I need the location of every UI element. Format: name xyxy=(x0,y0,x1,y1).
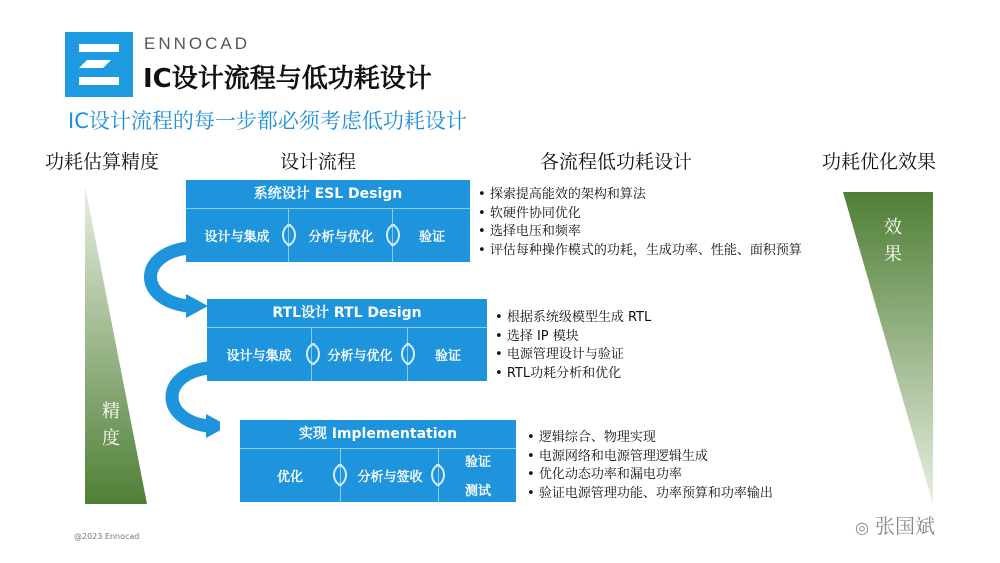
cycle-icon xyxy=(383,222,403,248)
bullet-item: • 软硬件协同优化 xyxy=(478,205,802,224)
stage-implementation-bullets xyxy=(527,429,773,503)
flow-arrow-1 xyxy=(151,248,189,306)
bullet-item: • 评估每种操作模式的功耗，生成功率、性能、面积预算 xyxy=(478,242,802,261)
stage-cell: 验证 xyxy=(464,455,491,470)
cycle-icon xyxy=(398,341,418,367)
copyright-footer: @2023 Ennocad xyxy=(74,532,140,541)
flow-arrow-2 xyxy=(172,368,208,426)
effect-label-char-2: 果 xyxy=(884,244,902,265)
bullet-item: • 选择电压和频率 xyxy=(478,223,802,242)
bullet-item: • 验证电源管理功能、功率预算和功率输出 xyxy=(527,485,773,504)
stage-title: 系统设计 ESL Design xyxy=(186,180,470,209)
accuracy-triangle-label xyxy=(102,398,120,452)
effect-triangle-label xyxy=(884,214,902,268)
bullet-item: • 根据系统级模型生成 RTL xyxy=(495,309,651,328)
column-heading-low-power: 各流程低功耗设计 xyxy=(540,151,693,173)
flow-arrow-2-head xyxy=(206,414,220,438)
stage-title: RTL设计 RTL Design xyxy=(207,299,487,328)
bullet-item: • 探索提高能效的架构和算法 xyxy=(478,186,802,205)
cycle-icon xyxy=(428,462,448,488)
cycle-icon xyxy=(330,462,350,488)
cycle-icon xyxy=(279,222,299,248)
brand-name: ENNOCAD xyxy=(144,34,251,53)
column-heading-flow: 设计流程 xyxy=(280,151,357,173)
bullet-item: • 电源网络和电源管理逻辑生成 xyxy=(527,448,773,467)
stage-esl-bullets xyxy=(478,186,802,260)
watermark xyxy=(855,510,935,539)
watermark-text: 张国斌 xyxy=(874,514,935,538)
stage-cell-verify-test xyxy=(438,448,517,502)
wechat-icon: ◎ xyxy=(855,518,869,537)
effect-label-char-1: 效 xyxy=(884,217,902,238)
stage-implementation xyxy=(240,420,516,502)
accuracy-label-char-2: 度 xyxy=(102,428,120,449)
bullet-item: • RTL功耗分析和优化 xyxy=(495,365,651,384)
stage-cell: 分析与优化 xyxy=(311,327,408,381)
stage-cell: 优化 xyxy=(276,469,303,485)
accuracy-label-char-1: 精 xyxy=(102,401,120,422)
page-subtitle: IC设计流程的每一步都必须考虑低功耗设计 xyxy=(68,109,467,133)
stage-cell: 分析与签收 xyxy=(340,448,439,502)
stage-cell: 测试 xyxy=(464,484,491,499)
stage-rtl-bullets xyxy=(495,309,651,383)
flow-arrow-1-head xyxy=(186,294,208,318)
ennocad-logo xyxy=(65,32,133,97)
column-heading-accuracy: 功耗估算精度 xyxy=(45,151,160,173)
bullet-item: • 电源管理设计与验证 xyxy=(495,346,651,365)
bullet-item: • 选择 IP 模块 xyxy=(495,328,651,347)
stage-cell: 验证 xyxy=(392,208,471,262)
stage-cell: 设计与集成 xyxy=(226,348,292,364)
stage-title: 实现 Implementation xyxy=(240,420,516,449)
cycle-icon xyxy=(303,341,323,367)
stage-cell: 验证 xyxy=(407,327,488,381)
stage-rtl-design xyxy=(207,299,487,381)
stage-esl-design xyxy=(186,180,470,262)
column-heading-effect: 功耗优化效果 xyxy=(822,151,937,173)
bullet-item: • 优化动态功率和漏电功率 xyxy=(527,466,773,485)
stage-cell: 设计与集成 xyxy=(204,229,270,245)
bullet-item: • 逻辑综合、物理实现 xyxy=(527,429,773,448)
stage-cell: 分析与优化 xyxy=(288,208,393,262)
page-title: IC设计流程与低功耗设计 xyxy=(143,64,432,94)
